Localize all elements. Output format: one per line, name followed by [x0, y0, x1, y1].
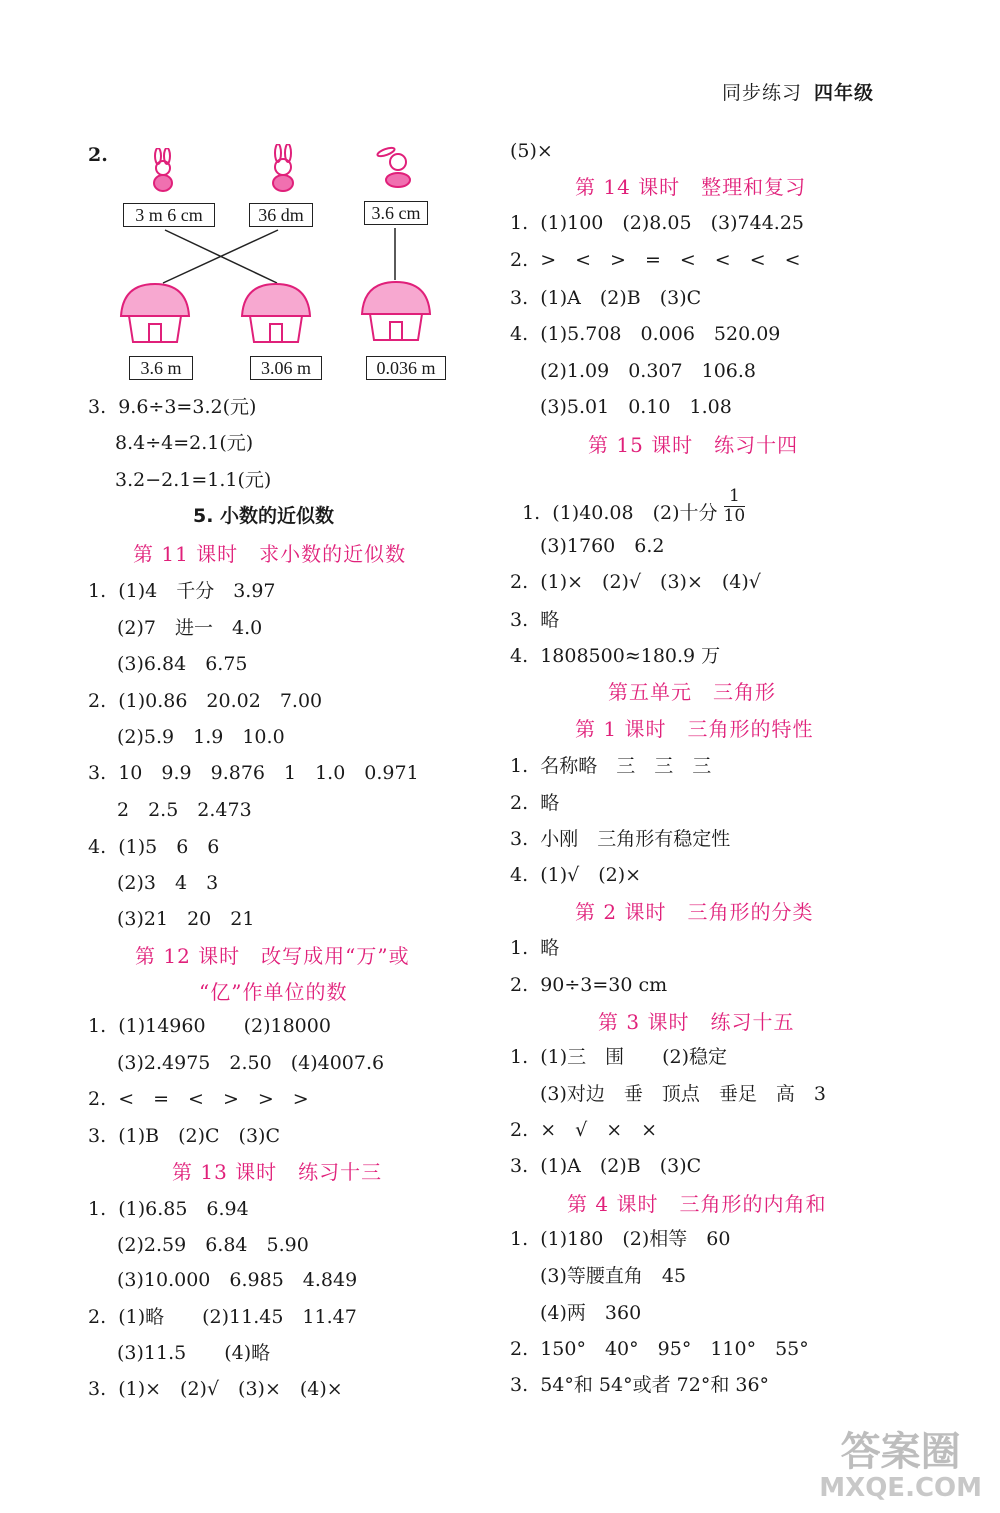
lesson-title: 第 1 课时 三角形的特性 [575, 717, 814, 741]
answer-line: (3)10.000 6.985 4.849 [117, 1269, 358, 1291]
answer-line: 3. 10 9.9 9.876 1 1.0 0.971 [88, 762, 419, 784]
answer-line: (2)2.59 6.84 5.90 [117, 1234, 309, 1256]
answer-line: (3)等腰直角 45 [540, 1265, 687, 1287]
answer-line: (5)× [510, 140, 553, 162]
answer-line: (2)1.09 0.307 106.8 [540, 360, 757, 382]
lesson-title: 第 15 课时 练习十四 [588, 433, 799, 457]
answer-line: 4. (1)√ (2)× [510, 864, 642, 886]
fraction-denominator: 10 [723, 505, 746, 526]
length-box: 36 dm [249, 203, 313, 227]
unit-title: 第五单元 三角形 [608, 680, 776, 704]
answer-line: (3)5.01 0.10 1.08 [540, 396, 732, 418]
answer-line: 2. 150° 40° 95° 110° 55° [510, 1338, 809, 1360]
answer-line: 3. 9.6÷3=3.2(元) [88, 396, 257, 418]
mushroom-house-icon [356, 276, 436, 346]
answer-line: 2. < = < > > > [88, 1088, 309, 1110]
answer-line: 1. (1)三 围 (2)稳定 [510, 1046, 728, 1068]
question-number: 2. [88, 144, 108, 166]
answer-line: 2. 略 [510, 792, 560, 814]
answer-line: (2)5.9 1.9 10.0 [117, 726, 285, 748]
watermark-url: MXQE.COM [819, 1473, 982, 1504]
mushroom-house-icon [236, 278, 316, 348]
answer-line: 2. > < > = < < < < [510, 249, 801, 271]
answer-line: 3. 54°和 54°或者 72°和 36° [510, 1374, 770, 1396]
answer-line: 3. 小刚 三角形有稳定性 [510, 828, 731, 850]
length-box: 3.6 m [129, 356, 193, 380]
lesson-title: 第 12 课时 改写成用“万”或 [135, 944, 410, 968]
answer-line: (2)3 4 3 [117, 872, 219, 894]
watermark-logo: 答案圈 [840, 1429, 961, 1476]
answer-line: 1. (1)180 (2)相等 60 [510, 1228, 731, 1250]
watermark [819, 1430, 982, 1503]
lesson-title: 第 2 课时 三角形的分类 [575, 900, 814, 924]
answer-line: 2 2.5 2.473 [117, 799, 252, 821]
lesson-title: 第 11 课时 求小数的近似数 [133, 542, 407, 566]
answer-line: (3)2.4975 2.50 (4)4007.6 [117, 1052, 385, 1074]
length-box: 0.036 m [366, 356, 446, 380]
header-title: 同步练习 [722, 82, 803, 104]
answer-line: (2)7 进一 4.0 [117, 617, 263, 639]
answer-line: 1. (1)4 千分 3.97 [88, 580, 276, 602]
answer-line: 2. 90÷3=30 cm [510, 974, 668, 996]
answer-line: 1. (1)6.85 6.94 [88, 1198, 249, 1220]
answer-line: 4. (1)5.708 0.006 520.09 [510, 323, 781, 345]
answer-line [510, 484, 745, 525]
answer-line: 1. (1)100 (2)8.05 (3)744.25 [510, 212, 804, 234]
answer-line: (4)两 360 [540, 1302, 642, 1324]
answer-line: 2. (1)× (2)√ (3)× (4)√ [510, 571, 761, 593]
lesson-title: 第 13 课时 练习十三 [172, 1160, 383, 1184]
answer-line: 2. × √ × × [510, 1119, 658, 1141]
answer-line: (3)21 20 21 [117, 908, 255, 930]
answer-line: 1. (1)14960 (2)18000 [88, 1015, 331, 1037]
answer-line: (3)1760 6.2 [540, 535, 665, 557]
answer-line: 3.2−2.1=1.1(元) [115, 469, 272, 491]
answer-line: 3. (1)A (2)B (3)C [510, 287, 702, 309]
answer-line: 1. 略 [510, 937, 560, 959]
fraction-numerator: 1 [724, 487, 746, 507]
answer-line: (3)6.84 6.75 [117, 653, 248, 675]
lesson-title: 第 14 课时 整理和复习 [575, 175, 807, 199]
section-title: 5. 小数的近似数 [193, 505, 335, 527]
lesson-title: “亿”作单位的数 [199, 980, 348, 1004]
answer-line: (3)11.5 (4)略 [117, 1342, 271, 1364]
header-grade: 四年级 [814, 82, 875, 104]
length-box: 3.6 cm [364, 201, 428, 225]
answer-line: 3. (1)× (2)√ (3)× (4)× [88, 1378, 343, 1400]
length-box: 3 m 6 cm [123, 203, 215, 227]
answer-line: 4. (1)5 6 6 [88, 836, 220, 858]
answer-line: 2. (1)略 (2)11.45 11.47 [88, 1306, 357, 1328]
answer-line: 3. (1)A (2)B (3)C [510, 1155, 702, 1177]
answer-line: 1. 名称略 三 三 三 [510, 755, 712, 777]
answer-line: 2. (1)0.86 20.02 7.00 [88, 690, 323, 712]
length-box: 3.06 m [250, 356, 322, 380]
page-header [722, 78, 874, 105]
answer-line: (3)对边 垂 顶点 垂足 高 3 [540, 1083, 827, 1105]
answer-line: 8.4÷4=2.1(元) [115, 432, 254, 454]
answer-line: 3. (1)B (2)C (3)C [88, 1125, 280, 1147]
lesson-title: 第 4 课时 三角形的内角和 [567, 1192, 827, 1216]
fraction [724, 487, 746, 525]
answer-text: 1. (1)40.08 (2)十分 [522, 502, 718, 525]
answer-line: 3. 略 [510, 609, 560, 631]
answer-line: 4. 1808500≈180.9 万 [510, 645, 721, 667]
lesson-title: 第 3 课时 练习十五 [598, 1010, 795, 1034]
mushroom-house-icon [115, 278, 195, 348]
